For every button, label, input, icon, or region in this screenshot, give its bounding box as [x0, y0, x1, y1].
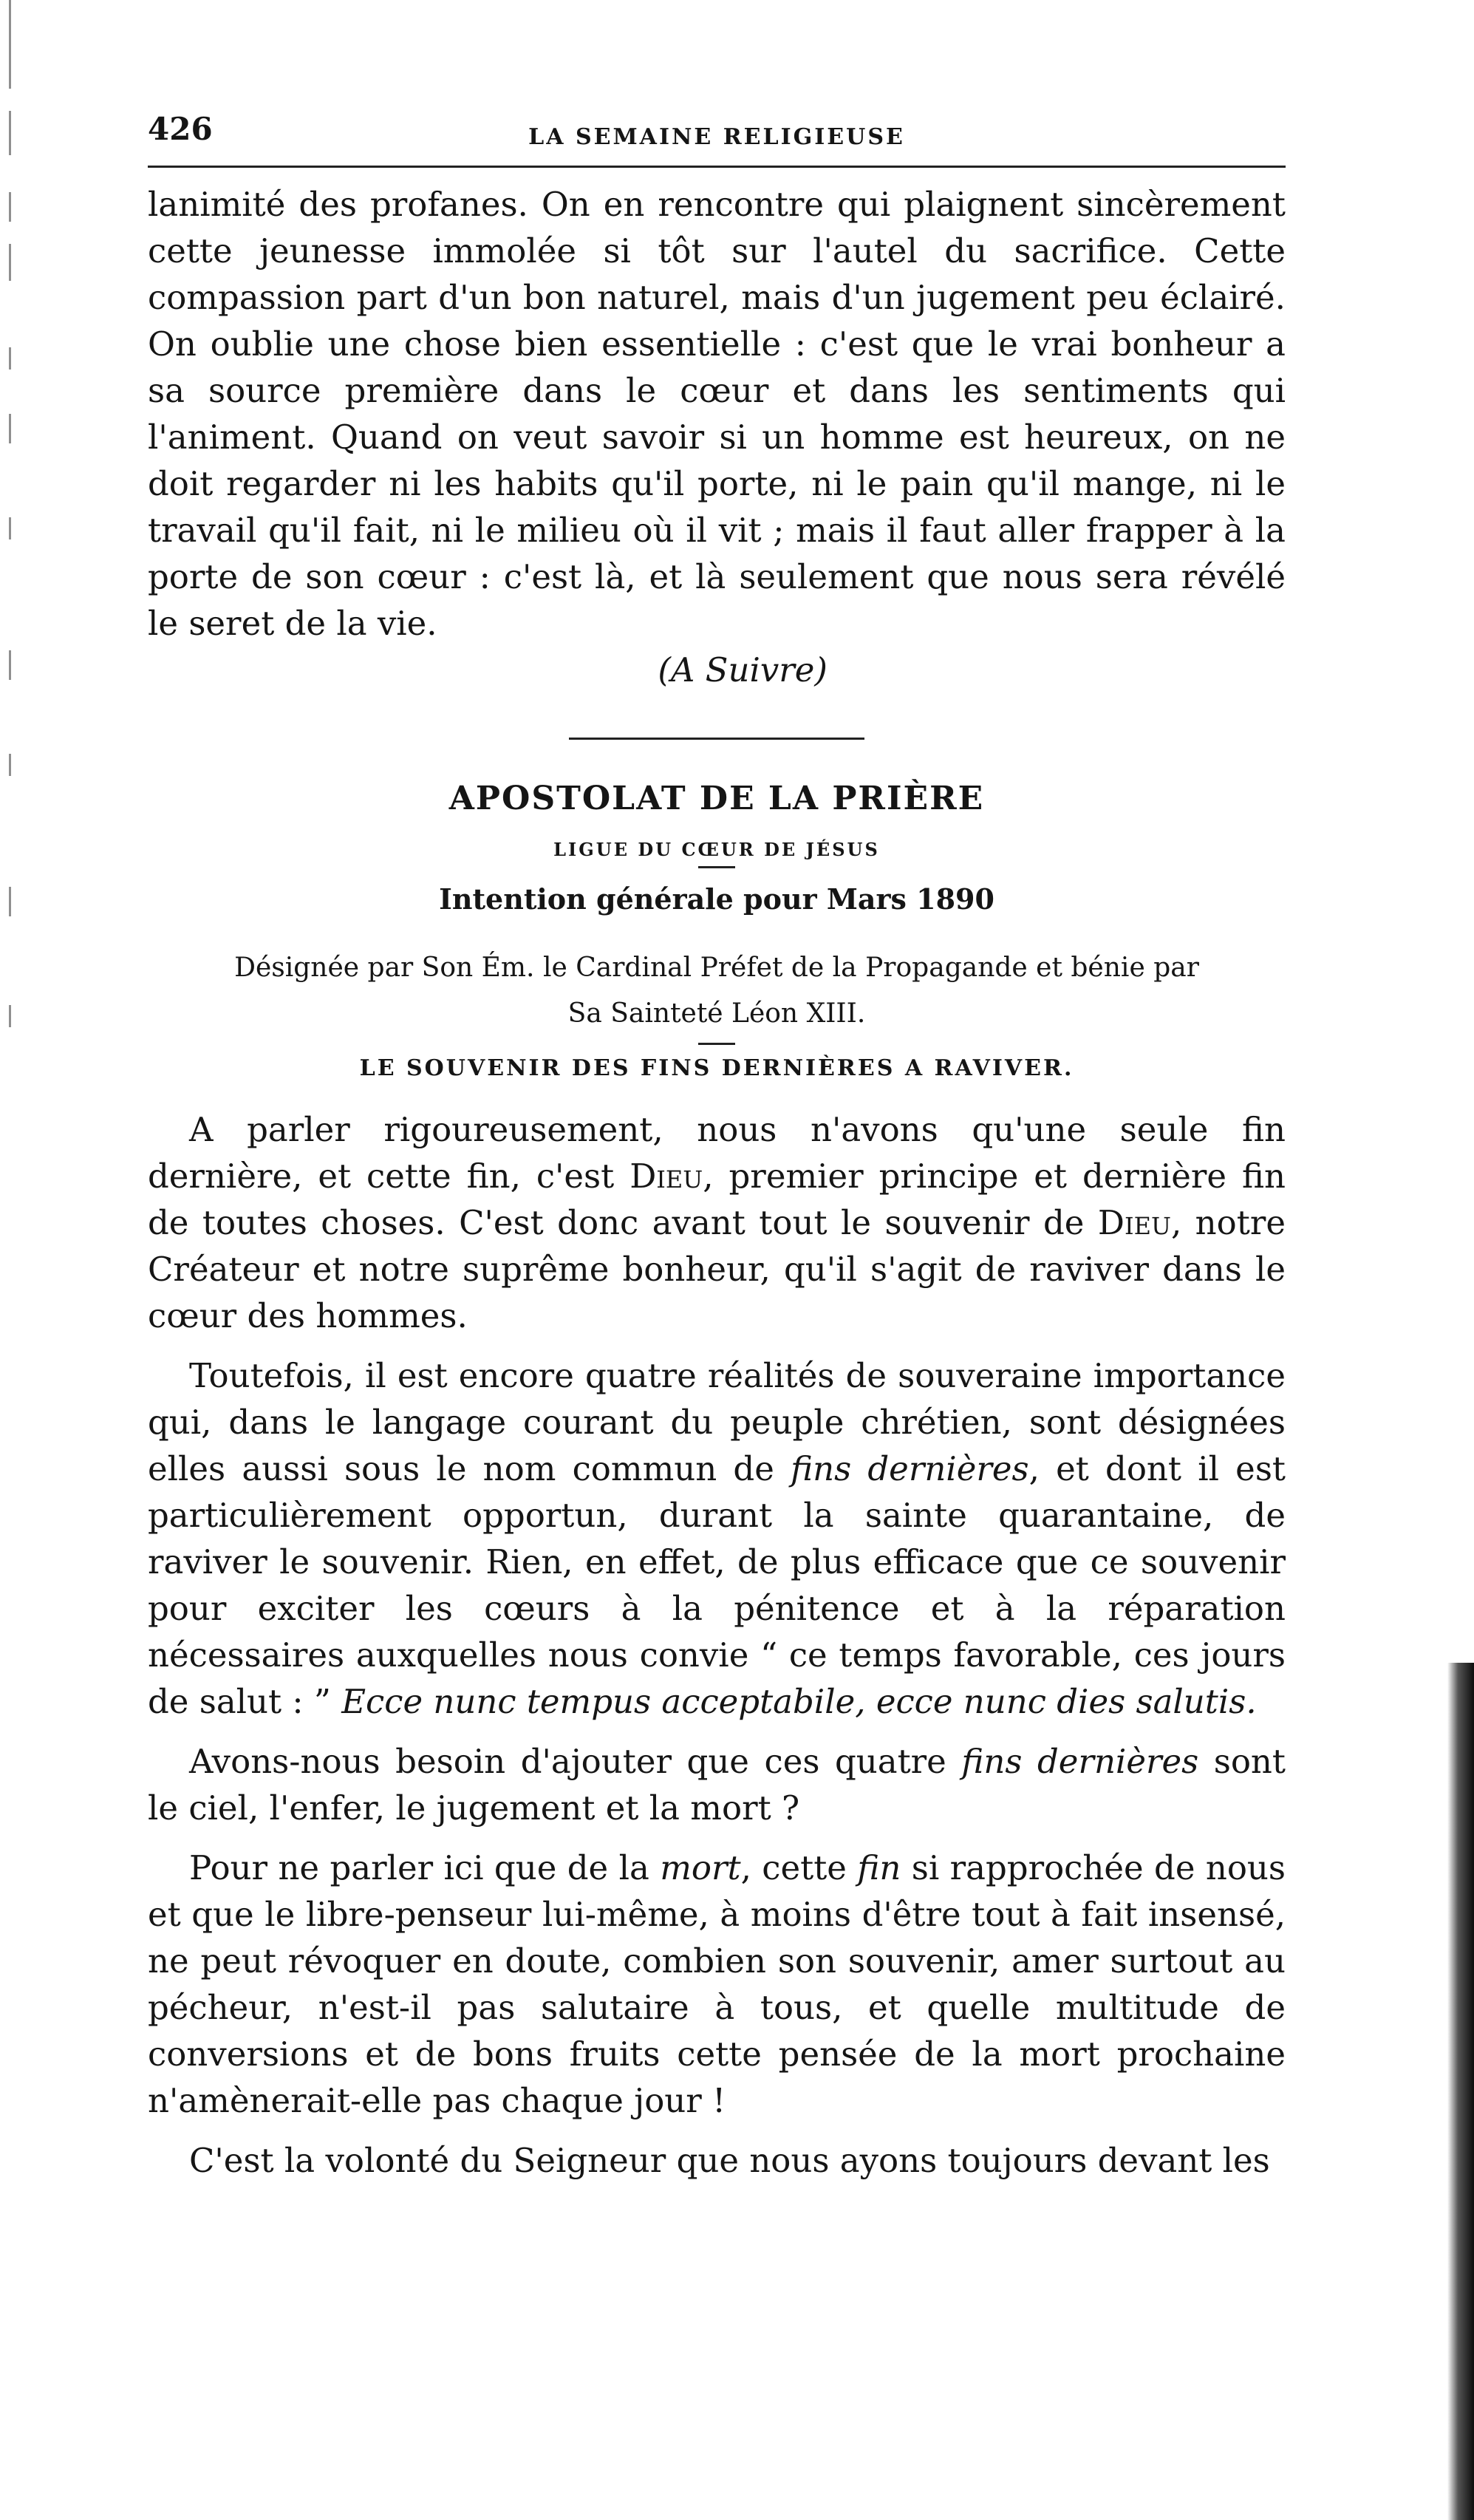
designee-line-2: Sa Sainteté Léon XIII. — [567, 998, 866, 1029]
paragraph-4 — [148, 1845, 1286, 2124]
continuation-paragraph: lanimité des profanes. On en rencontre qui plaignent sincèrement cette jeunesse immolée si tôt sur l'autel du sacrifice. Cette compassion part d'un bon naturel, mais d'un jugement peu éclairé. On oublie une chose bien essentielle : c'est que le vrai bonheur a sa source première dans le cœur et dans les sentiments qui l'animent. Quand on veut savoir si un homme est heureux, on ne doit regarder ni les habits qu'il porte, ni le pain qu'il mange, ni le travail qu'il fait, ni le milieu où il vit ; mais il faut aller frapper à la porte de son cœur : c'est là, et là seulement que nous sera révélé le seret de la vie. — [148, 185, 1286, 643]
topic-heading: LE SOUVENIR DES FINS DERNIÈRES A RAVIVER. — [359, 1055, 1074, 1081]
scan-edge-right — [1447, 1663, 1474, 2520]
page-number: 426 — [148, 111, 213, 147]
p3-text-a: Avons-nous besoin d'ajouter que ces quatre — [189, 1742, 962, 1781]
p4-text-c: si rapprochée de nous et que le libre-penseur lui-même, à moins d'être tout à fait insensé, ne peut révoquer en doute, combien son souvenir, amer surtout au pécheur, n'est-il pas salutaire à tous, et quelle multitude de conversions et de bons fruits cette pensée de la mort prochaine n'amènerait-elle pas chaque jour ! — [148, 1848, 1286, 2120]
p1-dieu-2: Dieu — [1097, 1203, 1171, 1242]
paragraph-2 — [148, 1352, 1286, 1725]
p4-text-b: , cette — [740, 1848, 858, 1887]
p2-latin-quote: Ecce nunc tempus acceptabile, ecce nunc dies salutis. — [341, 1682, 1257, 1721]
p4-fin: fin — [857, 1848, 901, 1887]
scan-edge-left — [0, 0, 30, 2520]
p2-text-a: Toutefois, il est encore quatre réalités de souveraine importance qui, dans le langage courant du peuple chrétien, sont désignées elles aussi sous le nom commun de — [148, 1356, 1286, 1488]
designee-line-1: Désignée par Son Ém. le Cardinal Préfet de la Propagande et bénie par — [234, 953, 1199, 983]
designee-line — [148, 945, 1286, 1037]
running-head: LA SEMAINE RELIGIEUSE — [528, 124, 905, 150]
p4-text-a: Pour ne parler ici que de la — [189, 1848, 661, 1887]
p4-mort: mort — [660, 1848, 741, 1887]
short-dash-2 — [698, 1043, 735, 1045]
section-title: APOSTOLAT DE LA PRIÈRE — [448, 780, 985, 817]
page — [148, 111, 1286, 2184]
p1-text-a: A parler rigoureusement, nous n'avons qu'une seule fin dernière, et cette fin, c'est — [148, 1110, 1286, 1196]
p3-text-b: sont le ciel, l'enfer, le jugement et la mort ? — [148, 1742, 1286, 1828]
p1-dieu-1: Dieu — [629, 1157, 703, 1196]
p2-text-b: , et dont il est particulièrement opportun, durant la sainte quarantaine, de raviver le souvenir. Rien, en effet, de plus efficace que ce souvenir pour exciter les cœurs à la pénitence et à la réparation nécessaires auxquelles nous convie “ ce temps favorable, ces jours de salut : ” — [148, 1449, 1286, 1721]
short-dash — [698, 866, 735, 868]
paragraph-5: C'est la volonté du Seigneur que nous ayons toujours devant les — [189, 2141, 1270, 2180]
p1-text-b: , premier principe et dernière fin de toutes choses. C'est donc avant tout le souvenir de — [148, 1157, 1286, 1242]
header-rule — [148, 166, 1286, 168]
paragraph-3 — [148, 1738, 1286, 1831]
p3-fins-dernieres: fins dernières — [961, 1742, 1199, 1781]
intention-heading: Intention générale pour Mars 1890 — [439, 882, 994, 916]
section-separator — [569, 738, 864, 740]
paragraph-1 — [148, 1106, 1286, 1339]
section-subtitle: LIGUE DU CŒUR DE JÉSUS — [553, 839, 880, 860]
p2-fins-dernieres: fins dernières — [791, 1449, 1029, 1488]
to-be-continued: (A Suivre) — [658, 650, 828, 689]
page-header — [148, 111, 1286, 155]
p1-text-c: , notre Créateur et notre suprême bonheur, qu'il s'agit de raviver dans le cœur des hommes. — [148, 1203, 1286, 1335]
